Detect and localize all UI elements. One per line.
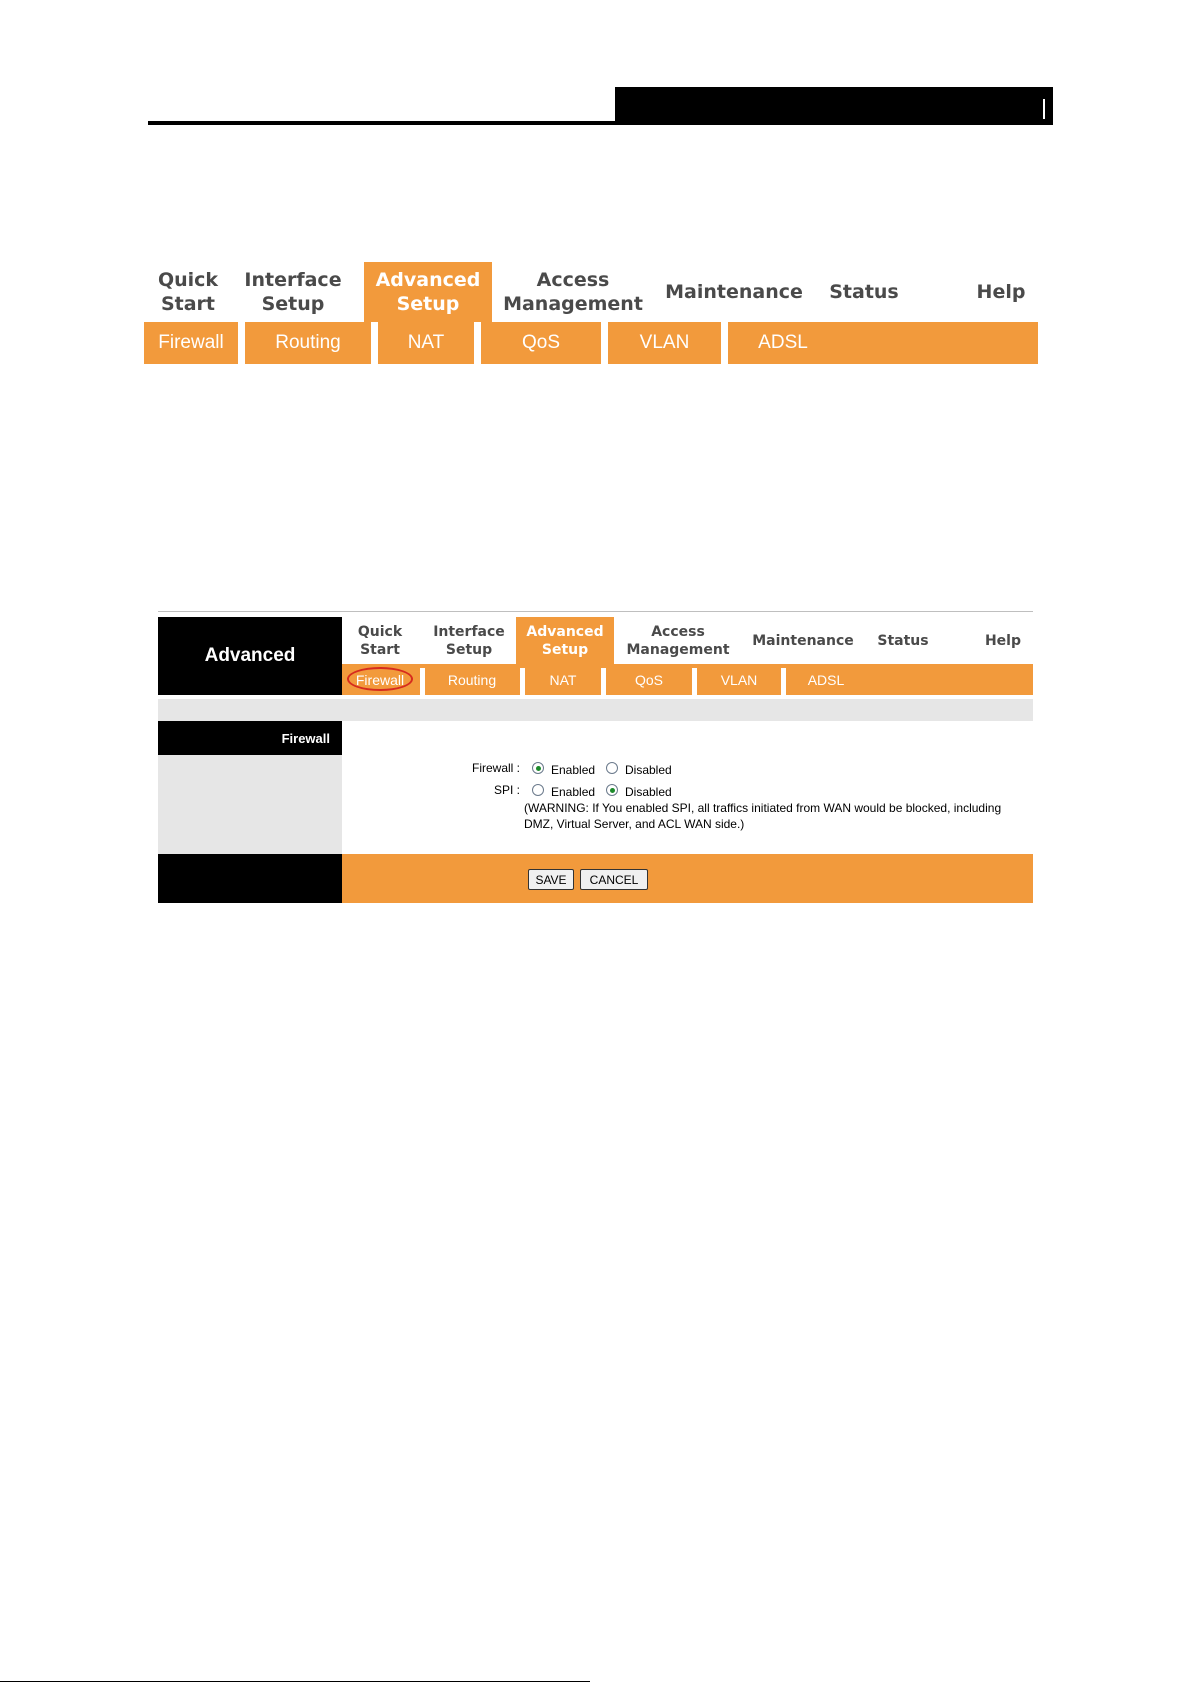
footer-bar: [342, 854, 1033, 903]
submenu-separator: [474, 322, 481, 364]
submenu-vlan[interactable]: VLAN: [720, 671, 758, 688]
firewall-enabled-label: Enabled: [551, 763, 596, 777]
submenu-separator: [371, 322, 378, 364]
tab-line2: Setup: [396, 293, 460, 315]
save-button[interactable]: SAVE: [528, 869, 574, 890]
header-tick: [1043, 99, 1045, 119]
cancel-button[interactable]: CANCEL: [580, 869, 648, 890]
tab-line2: Management: [626, 641, 730, 658]
tab-line2: Setup: [261, 293, 325, 315]
tab-status[interactable]: [868, 617, 938, 664]
section-brand: Advanced: [158, 617, 342, 695]
spi-warning: (WARNING: If You enabled SPI, all traffics initiated from WAN would be blocked, including DMZ, Virtual Server, and ACL WAN side.): [524, 801, 1002, 831]
tab-quick-start[interactable]: [342, 617, 418, 664]
spi-disabled-radio[interactable]: [606, 784, 618, 796]
tab-advanced-setup[interactable]: [516, 617, 614, 664]
tab-help[interactable]: [964, 262, 1038, 322]
tab-line1: Help: [976, 281, 1026, 303]
tab-line1: Advanced: [526, 623, 604, 640]
tab-line1: Status: [877, 632, 929, 649]
tab-advanced-setup[interactable]: [364, 262, 492, 322]
submenu-nat[interactable]: NAT: [407, 332, 445, 353]
firewall-enabled-radio[interactable]: [532, 762, 544, 774]
main-menu: [144, 262, 1038, 322]
submenu-firewall[interactable]: Firewall: [355, 671, 405, 688]
header-bar: [615, 87, 1053, 124]
tab-line2: Management: [503, 293, 643, 315]
spi-enabled-radio[interactable]: [532, 784, 544, 796]
sub-menu: [144, 322, 1038, 364]
footer-left: [158, 854, 342, 903]
tab-line1: Maintenance: [752, 632, 854, 649]
firewall-screenshot: [158, 611, 1033, 903]
firewall-disabled-radio[interactable]: [606, 762, 618, 774]
firewall-label: Firewall :: [471, 761, 520, 775]
tab-line1: Quick: [357, 623, 403, 640]
tab-maintenance[interactable]: [748, 617, 858, 664]
submenu-separator: [238, 322, 245, 364]
submenu-qos[interactable]: QoS: [634, 671, 663, 688]
tab-access-management[interactable]: [618, 617, 738, 664]
firewall-disabled-label: Disabled: [625, 763, 672, 777]
tab-line1: Advanced: [375, 269, 481, 291]
tab-quick-start[interactable]: [144, 262, 232, 322]
footer-rule: [0, 1681, 590, 1682]
menu-figure: [144, 262, 1038, 364]
tab-interface-setup[interactable]: [244, 262, 342, 322]
top-rule: [158, 611, 1033, 612]
tab-line1: Status: [829, 281, 899, 303]
spi-label: SPI :: [493, 783, 520, 797]
submenu-routing[interactable]: Routing: [447, 671, 497, 688]
submenu-qos[interactable]: QoS: [521, 332, 561, 353]
left-panel: [158, 755, 342, 854]
submenu-nat[interactable]: NAT: [549, 671, 577, 688]
tab-line1: Access: [651, 623, 705, 640]
header-rule: [148, 121, 1053, 125]
tab-line1: Access: [536, 269, 610, 291]
sub-menu: [342, 664, 1033, 695]
submenu-vlan[interactable]: VLAN: [639, 332, 690, 353]
tab-line1: Interface: [433, 623, 505, 640]
tab-line1: Help: [984, 632, 1022, 649]
tab-help[interactable]: [978, 617, 1028, 664]
tab-line1: Interface: [244, 269, 342, 291]
submenu-separator: [721, 322, 728, 364]
highlight-circle: [347, 667, 413, 691]
section-label: Firewall: [158, 721, 342, 755]
submenu-adsl[interactable]: ADSL: [758, 332, 808, 353]
tab-interface-setup[interactable]: [424, 617, 514, 664]
submenu-adsl[interactable]: ADSL: [807, 671, 845, 688]
submenu-separator: [601, 322, 608, 364]
spi-disabled-label: Disabled: [625, 785, 672, 799]
tab-line1: Maintenance: [665, 281, 803, 303]
submenu-routing[interactable]: Routing: [275, 332, 341, 353]
tab-line2: Setup: [445, 641, 493, 658]
tab-status[interactable]: [814, 262, 914, 322]
tab-access-management[interactable]: [502, 262, 644, 322]
spi-enabled-label: Enabled: [551, 785, 596, 799]
tab-line2: Start: [360, 641, 400, 658]
spacer-bar: [158, 699, 1033, 721]
submenu-firewall[interactable]: Firewall: [158, 332, 224, 353]
tab-line2: Start: [160, 293, 216, 315]
tab-maintenance[interactable]: [664, 262, 804, 322]
tab-line2: Setup: [541, 641, 589, 658]
tab-line1: Quick: [157, 269, 219, 291]
